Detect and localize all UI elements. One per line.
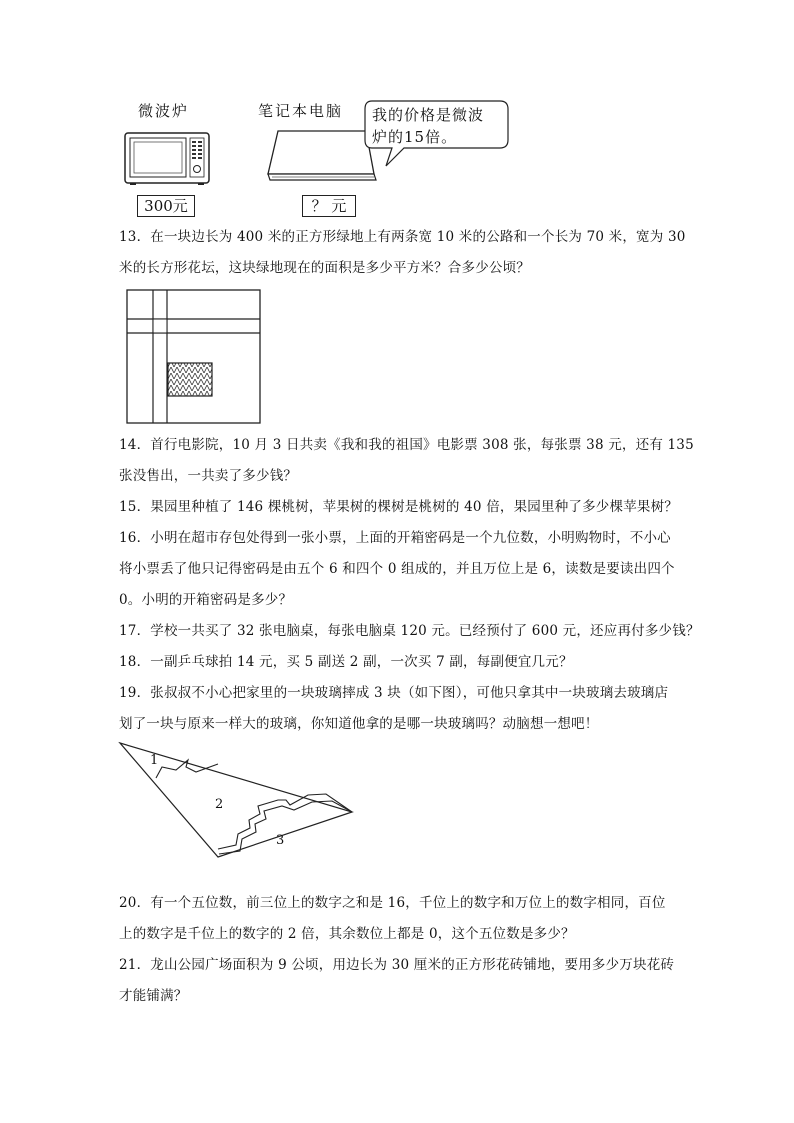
question-16-line-3: 0。小明的开箱密码是多少？ bbox=[119, 592, 293, 608]
question-17-line-1: 17．学校一共买了 32 张电脑桌，每张电脑桌 120 元。已经预付了 600 元，还应再付多少钱？ bbox=[119, 623, 700, 639]
question-20-line-1: 20．有一个五位数，前三位上的数字之和是 16，千位上的数字和万位上的数字相同，百位 bbox=[119, 895, 666, 911]
question-15-line-1: 15．果园里种植了 146 棵桃树，苹果树的棵树是桃树的 40 倍，果园里种了多少棵苹果树？ bbox=[119, 499, 678, 515]
question-20-line-2: 上的数字是千位上的数字的 2 倍，其余数位上都是 0，这个五位数是多少？ bbox=[119, 926, 575, 942]
question-16-line-1: 16．小明在超市存包处得到一张小票，上面的开箱密码是一个九位数，小明购物时，不小心 bbox=[119, 530, 671, 546]
glass-piece-1-label: 1 bbox=[150, 753, 159, 768]
question-19-line-2: 划了一块与原来一样大的玻璃，你知道他拿的是哪一块玻璃吗？动脑想一想吧！ bbox=[119, 716, 599, 732]
square-field-diagram bbox=[126, 289, 261, 424]
question-21-line-1: 21．龙山公园广场面积为 9 公顷，用边长为 30 厘米的正方形花砖铺地，要用多少万块花砖 bbox=[119, 957, 675, 973]
question-18-line-1: 18．一副乒乓球拍 14 元，买 5 副送 2 副，一次买 7 副，每副便宜几元？ bbox=[119, 654, 573, 670]
question-14-line-1: 14．首行电影院，10 月 3 日共卖《我和我的祖国》电影票 308 张，每张票 38 元，还有 135 bbox=[119, 437, 694, 453]
laptop-image bbox=[266, 128, 378, 188]
glass-piece-2-label: 2 bbox=[215, 797, 224, 812]
question-16-line-2: 将小票丢了他只记得密码是由五个 6 和四个 0 组成的，并且万位上是 6，读数是要读出四个 bbox=[119, 561, 675, 577]
question-21-line-2: 才能铺满？ bbox=[119, 988, 188, 1004]
laptop-price-box: ？ 元 bbox=[302, 195, 356, 217]
microwave-price-box: 300元 bbox=[137, 195, 195, 217]
question-13-line-2: 米的长方形花坛，这块绿地现在的面积是多少平方米？合多少公顷？ bbox=[119, 260, 530, 276]
speech-line-1: 我的价格是微波 bbox=[372, 106, 485, 124]
microwave-label: 微波炉 bbox=[138, 102, 190, 120]
question-13-line-1: 13．在一块边长为 400 米的正方形绿地上有两条宽 10 米的公路和一个长为 70 米，宽为 30 bbox=[119, 229, 686, 245]
laptop-label: 笔记本电脑 bbox=[258, 102, 344, 120]
glass-piece-3-label: 3 bbox=[276, 833, 285, 848]
microwave-image bbox=[124, 132, 210, 186]
question-19-line-1: 19．张叔叔不小心把家里的一块玻璃摔成 3 块（如下图），可他只拿其中一块玻璃去玻璃店 bbox=[119, 685, 669, 701]
question-14-line-2: 张没售出，一共卖了多少钱？ bbox=[119, 468, 298, 484]
speech-line-2: 炉的15倍。 bbox=[372, 128, 458, 146]
